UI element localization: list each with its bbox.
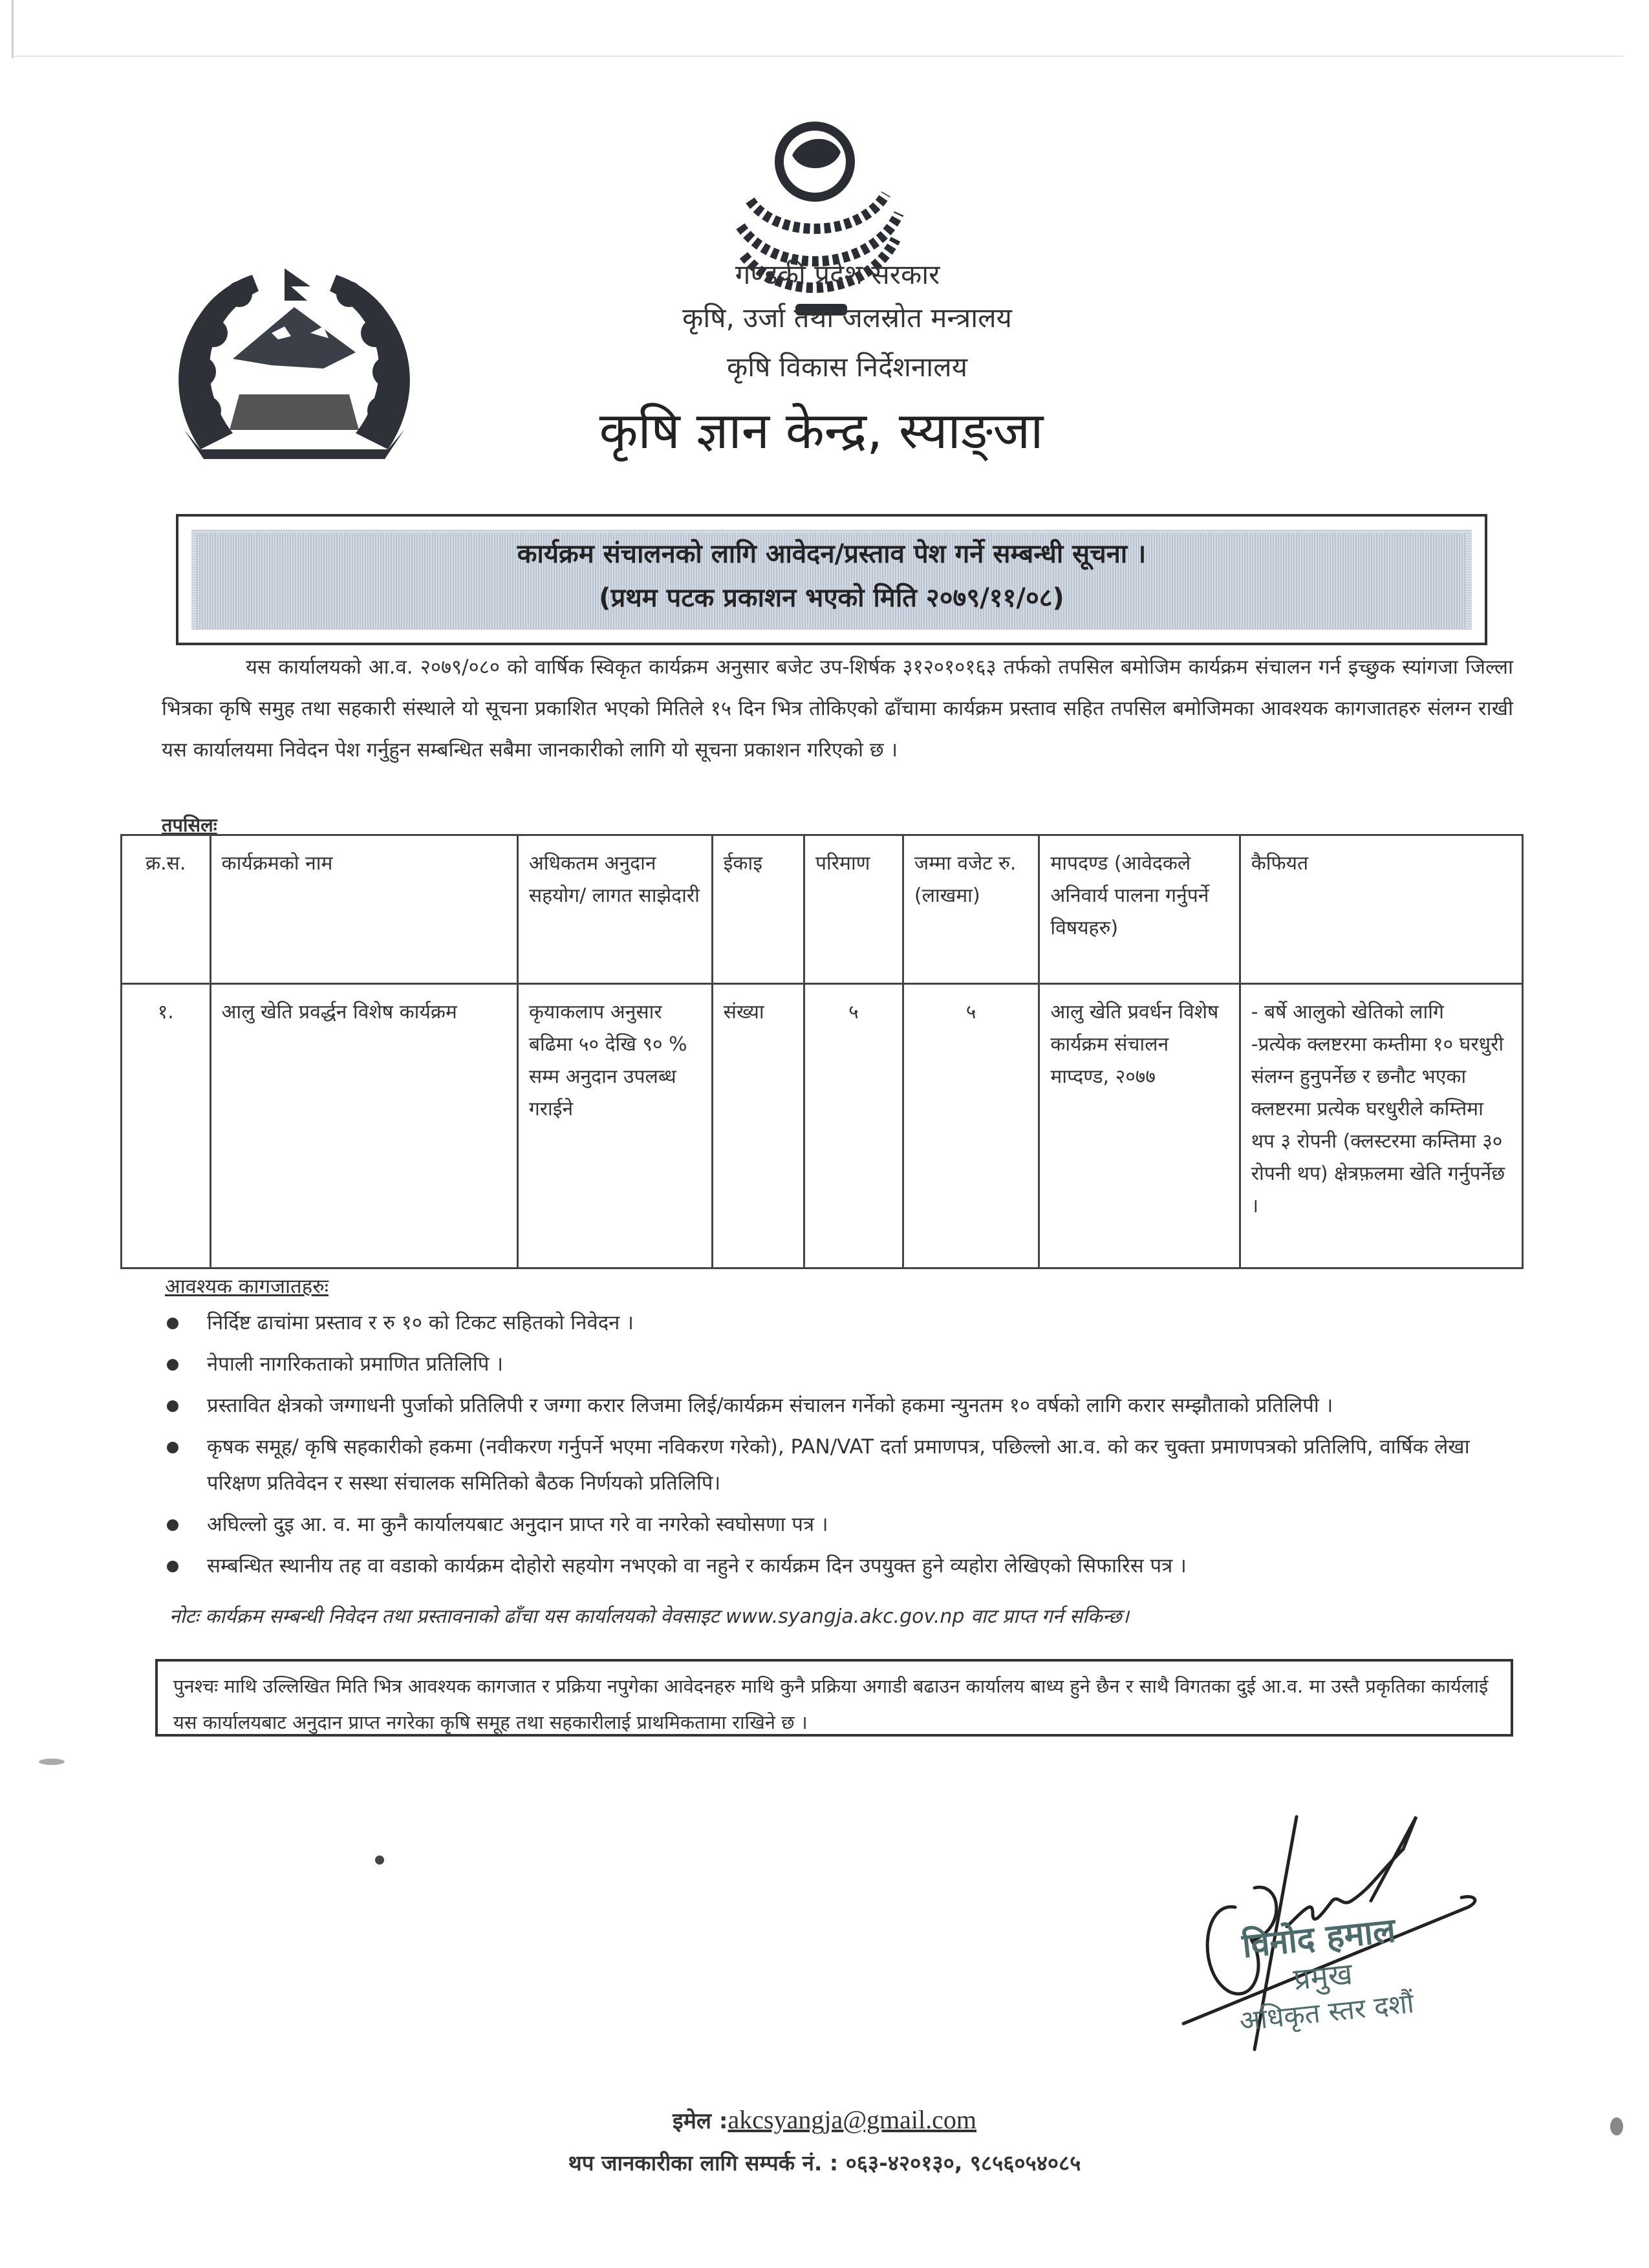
government-name: गण्डकी प्रदेश सरकार — [735, 259, 940, 290]
postscript-box — [155, 1659, 1513, 1737]
remarks-line-2: -प्रत्येक क्लष्टरमा कम्तीमा १० घरधुरी संलग्न हुनुपर्नेछ र छनौट भएका क्लष्टरमा प्रत्येक घरधुरीले कम्तिमा थप ३ रोपनी (क्लस्टरमा कम्तिमा ३० रोपनी थप) क्षेत्रफ़लमा खेति गर्नुपर्नेछ । — [1251, 1033, 1505, 1217]
intro-text: यस कार्यालयको आ.व. २०७९/०८० को वार्षिक स्विकृत कार्यक्रम अनुसार बजेट उप-शिर्षक ३१२०१०१६३ तर्फको तपसिल बमोजिम कार्यक्रम संचालन गर्न इच्छुक स्यांगजा जिल्ला भित्रका कृषि समुह तथा सहकारी संस्थाले यो सूचना प्रकाशित भएको मितिले १५ दिन भित्र तोकिएको ढाँचामा कार्यक्रम प्रस्ताव सहित तपसिल बमोजिमका आवश्यक कागजातहरु संलग्न राखी यस कार्यालयमा निवेदन पेश गर्नुहुन सम्बन्धित सबैमा जानकारीको लागि यो सूचना प्रकाशन गरिएको छ । — [162, 656, 1513, 762]
cell-sn: १. — [122, 984, 211, 1268]
scan-speck — [39, 1759, 65, 1765]
document-text: कृषक समूह/ कृषि सहकारीको हकमा (नवीकरण गर्नुपर्ने भएमा नविकरण गरेको), PAN/VAT दर्ता प्रमाणपत्र, पछिल्लो आ.व. को कर चुक्ता प्रमाणपत्रको प्रतिलिपि, वार्षिक लेखा परिक्षण प्रतिवेदन र सस्था संचालक समितिको बैठक निर्णयको प्रतिलिपि। — [207, 1435, 1470, 1495]
cell-program-name: आलु खेति प्रवर्द्धन विशेष कार्यक्रम — [210, 984, 517, 1268]
list-item — [162, 1506, 1520, 1543]
list-item — [162, 1429, 1520, 1501]
list-item — [162, 1346, 1520, 1382]
cell-total-budget: ५ — [903, 984, 1039, 1268]
signatory-rank: अधिकृत स्तर दशौं — [1238, 1987, 1416, 2037]
header-sn: क्र.स. — [122, 835, 211, 984]
cell-unit: संख्या — [712, 984, 804, 1268]
header-criteria: मापदण्ड (आवेदकले अनिवार्य पालना गर्नुपर्ने विषयहरु) — [1039, 835, 1240, 984]
cell-criteria: आलु खेति प्रवर्धन विशेष कार्यक्रम संचालन माप्दण्ड, २०७७ — [1039, 984, 1240, 1268]
document-text: निर्दिष्ट ढाचांमा प्रस्ताव र रु १० को टिकट सहितको निवेदन । — [207, 1311, 634, 1334]
header-quantity: परिमाण — [804, 835, 903, 984]
program-table — [120, 834, 1524, 1269]
notice-title-box — [176, 514, 1487, 645]
postscript-text: पुनश्चः माथि उल्लिखित मिति भित्र आवश्यक कागजात र प्रक्रिया नपुगेका आवेदनहरु माथि कुनै प्रक्रिया अगाडी बढाउन कार्यालय बाध्य हुने छैन र साथै विगतका दुई आ.व. मा उस्तै प्रकृतिका कार्यलाई यस कार्यालयबाट अनुदान प्राप्त नगरेका कृषि समूह तथा सहकारीलाई प्राथमिकतामा राखिने छ । — [173, 1675, 1489, 1733]
document-text: नेपाली नागरिकताको प्रमाणित प्रतिलिपि । — [207, 1353, 504, 1376]
cell-max-grant: कृयाकलाप अनुसार बढिमा ५० देखि ९० % सम्म अनुदान उपलब्ध गराईने — [517, 984, 712, 1268]
bullet-icon — [167, 1400, 178, 1412]
tapasil-label: तपसिलः — [162, 814, 217, 836]
header-total-budget: जम्मा वजेट रु. (लाखमा) — [903, 835, 1039, 984]
signatory-title: प्रमुख — [1291, 1956, 1354, 1997]
scan-top-line — [13, 56, 1623, 57]
document-text: प्रस्तावित क्षेत्रको जग्गाधनी पुर्जाको प्रतिलिपी र जग्गा करार लिजमा लिई/कार्यक्रम संचालन गर्नेको हकमा न्युनतम १० वर्षको लागि करार सम्झौताको प्रतिलिपी । — [207, 1394, 1333, 1417]
office-name: कृषि ज्ञान केन्द्र, स्याङ्जा — [599, 402, 1044, 460]
required-documents-list — [162, 1305, 1520, 1589]
scan-edge — [12, 0, 14, 58]
email-label: इमेल : — [672, 2108, 728, 2134]
directorate-name: कृषि विकास निर्देशनालय — [727, 351, 967, 383]
bullet-icon — [167, 1318, 178, 1329]
bullet-icon — [167, 1442, 178, 1453]
notice-title: कार्यक्रम संचालनको लागि आवेदन/प्रस्ताव पेश गर्ने सम्बन्धी सूचना । — [517, 539, 1147, 569]
header-program-name: कार्यक्रमको नाम — [210, 835, 517, 984]
table-header-row — [122, 835, 1523, 984]
notice-subtitle: (प्रथम पटक प्रकाशन भएको मिति २०७९/११/०८) — [599, 583, 1064, 613]
scan-speck — [375, 1856, 384, 1865]
signatory-name: विनोद हमाल — [1240, 1911, 1397, 1966]
table-row — [122, 984, 1523, 1268]
list-item — [162, 1305, 1520, 1341]
bullet-icon — [167, 1561, 178, 1572]
header-unit: ईकाइ — [712, 835, 804, 984]
bullet-icon — [167, 1519, 178, 1531]
document-text: सम्बन्धित स्थानीय तह वा वडाको कार्यक्रम दोहोरो सहयोग नभएको वा नहुने र कार्यक्रम दिन उपयुक्त हुने व्यहोरा लेखिएको सिफारिस पत्र । — [207, 1554, 1187, 1578]
contact-numbers: थप जानकारीका लागि सम्पर्क नं. : ०६३-४२०१३०, ९८५६०५४०८५ — [568, 2150, 1081, 2176]
header-remarks: कैफियत — [1240, 835, 1522, 984]
list-item — [162, 1548, 1520, 1584]
header-max-grant: अधिकतम अनुदान सहयोग/ लागत साझेदारी — [517, 835, 712, 984]
email-line — [0, 2104, 1649, 2135]
intro-paragraph — [162, 647, 1513, 771]
email-link[interactable]: akcsyangja@gmail.com — [727, 2105, 976, 2134]
cell-remarks — [1240, 984, 1522, 1268]
nepal-emblem-icon — [162, 255, 427, 475]
cell-quantity: ५ — [804, 984, 903, 1268]
bullet-icon — [167, 1359, 178, 1371]
list-item — [162, 1387, 1520, 1424]
document-text: अघिल्लो दुइ आ. व. मा कुनै कार्यालयबाट अनुदान प्राप्त गरे वा नगरेको स्वघोसणा पत्र । — [207, 1513, 828, 1536]
ministry-name: कृषि, उर्जा तथा जलस्रोत मन्त्रालय — [682, 302, 1012, 334]
required-documents-heading: आवश्यक कागजातहरुः — [165, 1275, 329, 1298]
website-note: नोटः कार्यक्रम सम्बन्धी निवेदन तथा प्रस्तावनाको ढाँचा यस कार्यालयको वेवसाइट www.syangja.akc.gov.np वाट प्राप्त गर्न सकिन्छ। — [169, 1605, 1129, 1628]
remarks-line-1: - बर्षे आलुको खेतिको लागि — [1251, 1001, 1444, 1023]
